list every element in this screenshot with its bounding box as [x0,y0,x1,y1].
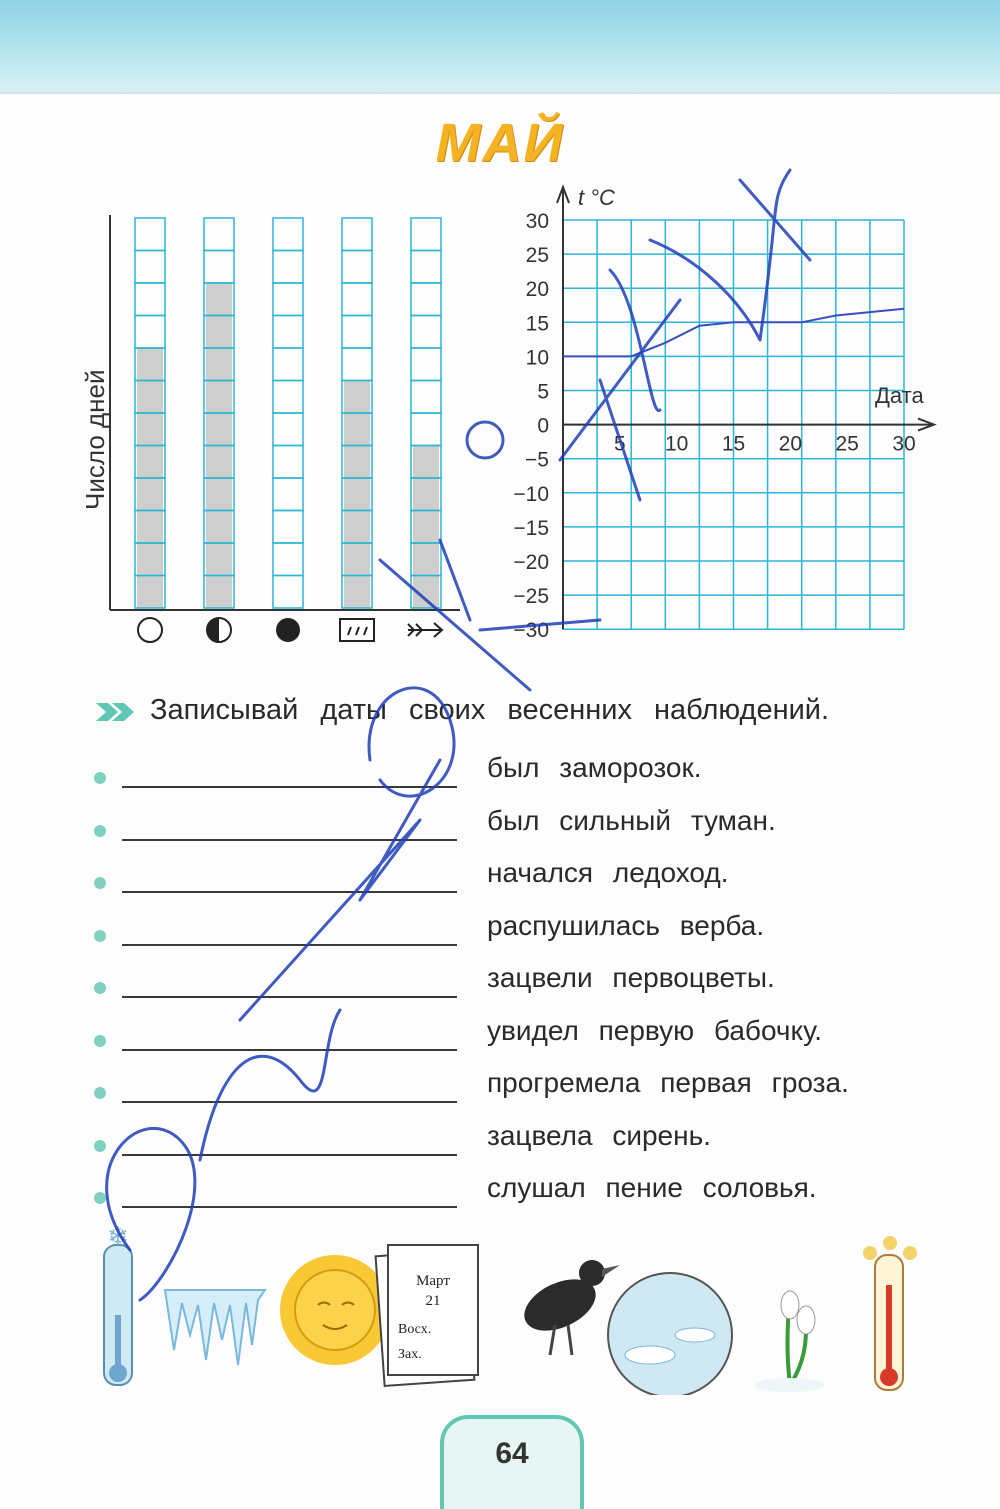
snowdrop-icon [755,1291,825,1392]
day-cell[interactable] [411,218,441,251]
day-cell[interactable] [273,576,303,609]
instruction [100,694,829,727]
day-cell[interactable] [273,251,303,284]
date-entry-line[interactable] [122,944,457,946]
day-cell[interactable] [273,283,303,316]
warm-thermometer-icon [863,1236,917,1390]
calendar-month: Март [416,1273,450,1289]
date-entry-line[interactable] [122,1206,457,1208]
day-cell[interactable] [411,413,441,446]
bullet-icon [94,930,106,942]
list-item [90,958,970,1011]
icicles-icon [165,1290,265,1365]
day-count-column[interactable] [135,218,165,608]
y-tick-label: 5 [537,380,549,404]
date-entry-line[interactable] [122,1154,457,1156]
day-cell[interactable] [273,511,303,544]
bars-ylabel: Число дней [80,369,110,510]
observation-text: зацвели первоцветы. [487,962,775,993]
observation-text: начался ледоход. [487,857,729,888]
page-number-tab [440,1415,584,1509]
day-cell[interactable] [204,251,234,284]
day-cell[interactable] [411,251,441,284]
ice-drift-icon [608,1273,732,1395]
observation-text: распушилась верба. [487,909,765,941]
day-cell[interactable] [135,283,165,316]
day-cell[interactable] [135,251,165,284]
day-cell[interactable] [273,543,303,576]
list-item [90,1116,970,1169]
bullet-icon [94,877,106,889]
y-tick-label: −25 [513,585,549,609]
x-tick-label: 10 [664,432,689,456]
temperature-graph [500,175,960,645]
y-tick-label: 30 [525,210,549,233]
y-tick-label: 25 [525,244,549,268]
day-count-column[interactable] [342,218,372,608]
date-entry-line[interactable] [122,891,457,893]
list-item [90,801,970,854]
day-cell[interactable] [273,218,303,251]
day-cell[interactable] [273,446,303,479]
y-tick-label: −30 [513,619,549,643]
double-arrow-icon [96,703,148,721]
bullet-icon [94,982,106,994]
list-item [90,1063,970,1116]
date-entry-line[interactable] [122,996,457,998]
x-tick-label: 30 [892,432,916,456]
bullet-icon [94,1087,106,1099]
observation-text: слушал пение соловья. [487,1172,817,1203]
bullet-icon [94,1140,106,1152]
observation-text: был сильный туман. [487,804,776,836]
day-cell[interactable] [273,348,303,381]
rook-bird-icon [516,1260,620,1355]
observation-text: прогремела первая гроза. [487,1067,849,1098]
sun-icon [280,1255,390,1365]
y-tick-label: 0 [537,414,549,438]
observation-text: зацвела сирень. [487,1119,711,1151]
day-cell[interactable] [273,478,303,511]
day-count-column[interactable] [273,218,303,608]
x-tick-label: 25 [835,432,859,456]
y-tick-label: 20 [525,278,549,302]
shaded-days-fill [344,381,370,609]
month-title: МАЙ [435,113,565,173]
day-cell[interactable] [204,218,234,251]
svg-text:❄: ❄ [107,1225,129,1252]
y-tick-label: −10 [513,482,549,506]
x-tick-label: 15 [721,432,746,456]
observation-list [90,748,970,1221]
date-entry-line[interactable] [122,839,457,841]
day-cell[interactable] [135,316,165,349]
weather-days-chart [70,205,470,655]
day-cell[interactable] [342,251,372,284]
bullet-icon [94,1035,106,1047]
observation-text: увидел первую бабочку. [487,1014,823,1046]
map-banner [0,0,1000,94]
day-cell[interactable] [273,381,303,414]
graph-ylabel: t °C [578,185,615,210]
illustration-strip [90,1225,950,1395]
day-cell[interactable] [411,381,441,414]
y-tick-label: −15 [513,516,549,540]
day-cell[interactable] [273,316,303,349]
calendar-sunrise: Восх. [398,1322,432,1337]
y-tick-label: −20 [513,551,549,574]
shaded-days-fill [413,446,439,609]
y-tick-label: 10 [525,346,549,370]
date-entry-line[interactable] [122,786,457,788]
bullet-icon [94,825,106,837]
list-item [90,748,970,801]
list-item [90,853,970,906]
bullet-icon [94,1192,106,1204]
date-entry-line[interactable] [122,1049,457,1051]
day-cell[interactable] [342,316,372,349]
graph-xlabel: Дата [875,383,924,408]
x-tick-label: 20 [778,432,803,456]
day-cell[interactable] [342,283,372,316]
calendar-icon [376,1245,478,1386]
precipitation-icon [340,619,374,641]
day-cell[interactable] [411,316,441,349]
y-tick-label: 15 [525,312,549,336]
bullet-icon [94,772,106,784]
day-cell[interactable] [411,348,441,381]
day-cell[interactable] [342,218,372,251]
overcast-icon [276,618,300,642]
list-item [90,1168,970,1221]
wind-icon [408,623,442,637]
calendar-sunset: Зах. [398,1347,422,1362]
day-count-column[interactable] [204,218,234,608]
day-cell[interactable] [135,218,165,251]
calendar-day: 21 [425,1293,441,1309]
day-count-column[interactable] [411,218,441,608]
frost-thermometer-icon [104,1225,132,1385]
day-cell[interactable] [342,348,372,381]
day-cell[interactable] [411,283,441,316]
x-tick-label: 5 [613,432,626,456]
instruction-text: Записывай даты своих весенних наблюдений. [150,694,830,726]
list-item [90,906,970,959]
y-tick-label: −5 [525,448,549,472]
page-number: 64 [495,1437,529,1470]
partly-cloudy-icon [207,618,231,642]
clear-sky-icon [138,618,162,642]
observation-text: был заморозок. [487,752,702,783]
day-cell[interactable] [273,413,303,446]
list-item [90,1011,970,1064]
date-entry-line[interactable] [122,1101,457,1103]
